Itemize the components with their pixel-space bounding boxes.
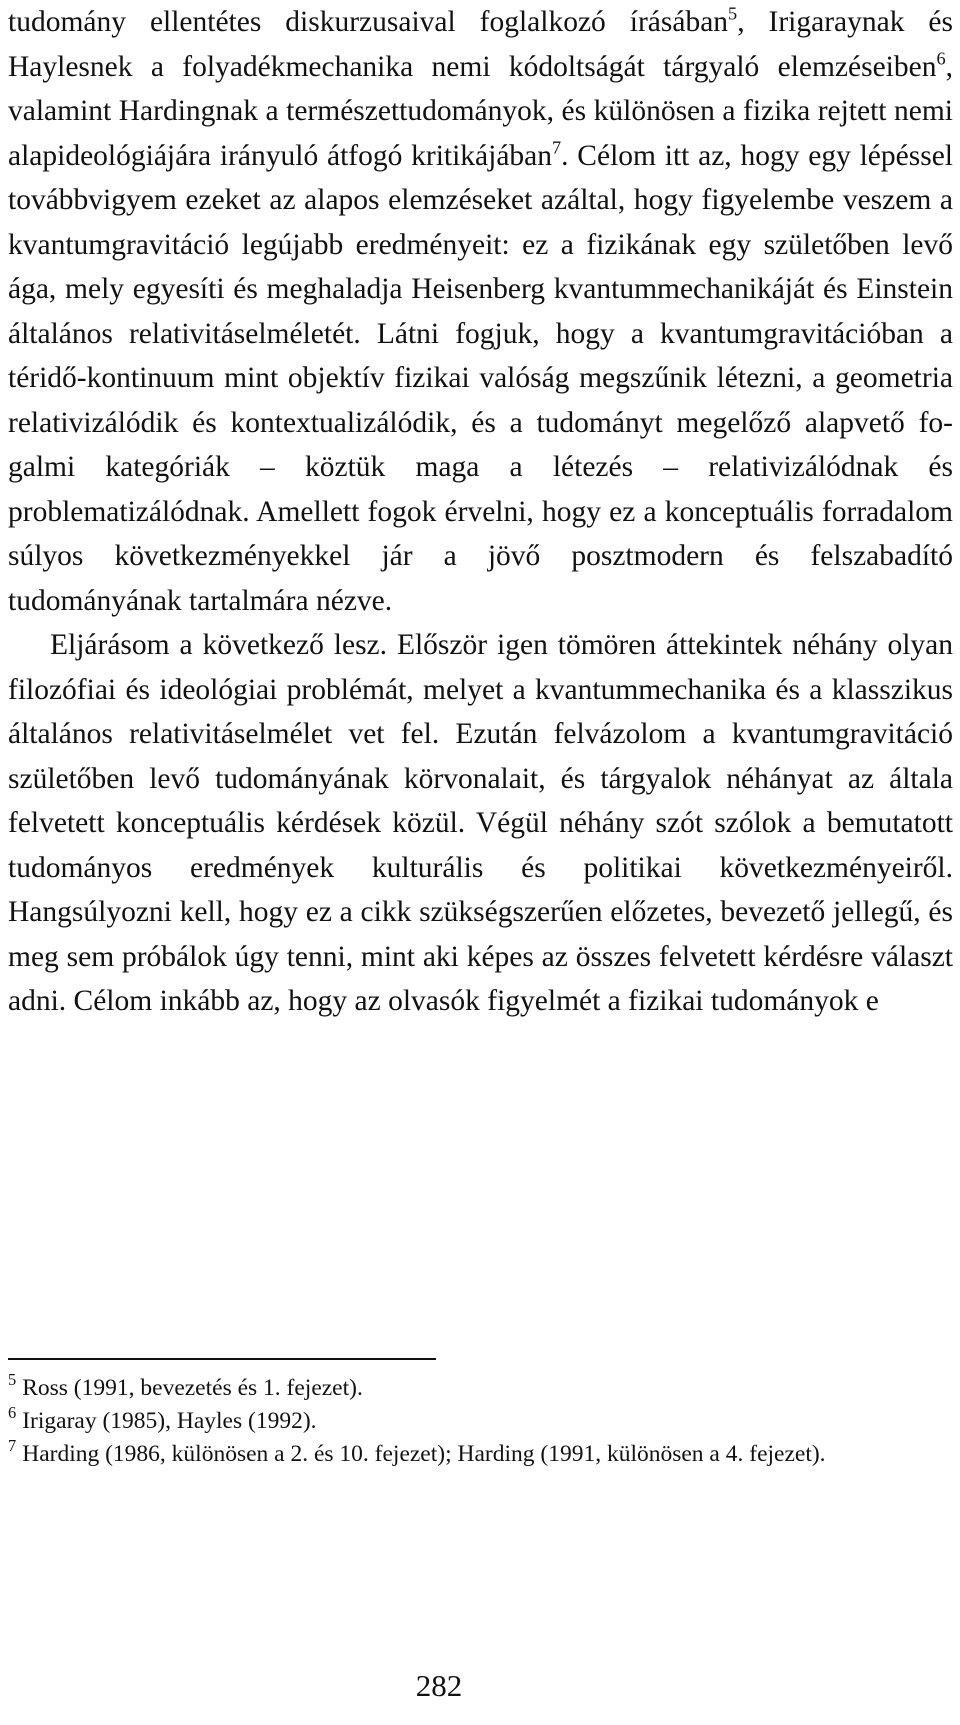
footnotes	[8, 1372, 953, 1471]
footnote-mark-7: 7	[8, 1436, 17, 1456]
footnote-7-text: Harding (1986, különösen a 2. és 10. fejezet); Harding (1991, különösen a 4. fejezet).	[22, 1441, 826, 1467]
paragraph-1-text-c: , valamint Hardingnak a természettudományok, és különösen a fizika rejtett nemi alapideológiájára irányuló átfogó kritikájában	[8, 50, 953, 172]
footnote-ref-5: 5	[728, 3, 738, 24]
footnote-ref-7: 7	[552, 137, 562, 158]
footnote-7	[8, 1438, 953, 1471]
body-text	[8, 0, 953, 1024]
page-number: 282	[415, 1668, 463, 1703]
footnote-5-text: Ross (1991, bevezetés és 1. fejezet).	[22, 1375, 363, 1401]
footnote-6	[8, 1405, 953, 1438]
paragraph-1-text-a: tudomány ellentétes diskurzusaival foglalkozó írásában	[8, 6, 729, 38]
footnote-mark-5: 5	[8, 1370, 17, 1390]
footnote-6-text: Irigaray (1985), Hayles (1992).	[22, 1408, 317, 1434]
paragraph-2: Eljárásom a következő lesz. Először igen tömören áttekintek néhány olyan filozófiai és ideológiai problémát, melyet a kvantummechanika és a klasszikus általános relativitáselmélet vet fel. Ezután felvázolom a kvantumgravitáció születőben levő tudományának körvonalait, és tárgyalok néhányat az általa felvetett konceptuális kérdések közül. Végül néhány szót szólok a bemutatott tudományos eredmények kulturális és politikai következményeiről. Hangsúlyozni kell, hogy ez a cikk szükségszerűen előzetes, bevezető jellegű, és meg sem próbálok úgy tenni, mint aki képes az összes felvetett kérdésre választ adni. Célom inkább az, hogy az olvasók figyelmét a fizikai tudományok e	[8, 629, 953, 1017]
footnote-ref-6: 6	[936, 48, 946, 69]
paragraph-1-text-d: . Célom itt az, hogy egy lépéssel továbbvigyem ezeket az alapos elemzéseket azáltal, hogy figyelembe veszem a kvantumgravitáció legújabb eredményeit: ez a fizikának egy születőben levő ága, mely egyesíti és meghaladja Heisenberg kvantummechanikáját és Einstein általános relativitáselméletét. Látni fogjuk, hogy a kvantumgravitációban a téridő-kontinuum mint objektív fizikai valóság megszűnik létezni, a geometria relativizálódik és kontextualizálódik, és a tudományt megelőző alapvető fogalmi kategóriák – köztük maga a létezés – relativizálódnak és problematizálódnak. Amellett fogok érvelni, hogy ez a konceptuális forradalom súlyos következményekkel jár a jövő posztmodern és felszabadító tudományának tartalmára nézve.	[8, 139, 953, 617]
footnote-5	[8, 1372, 953, 1405]
footnote-divider	[8, 1358, 436, 1360]
footnote-mark-6: 6	[8, 1403, 17, 1423]
paragraph-1-text-b: , Irigaraynak és Haylesnek a folyadékmechanika nemi kódoltságát tárgyaló elemzéseiben	[8, 6, 953, 83]
paragraph-1	[8, 0, 953, 623]
